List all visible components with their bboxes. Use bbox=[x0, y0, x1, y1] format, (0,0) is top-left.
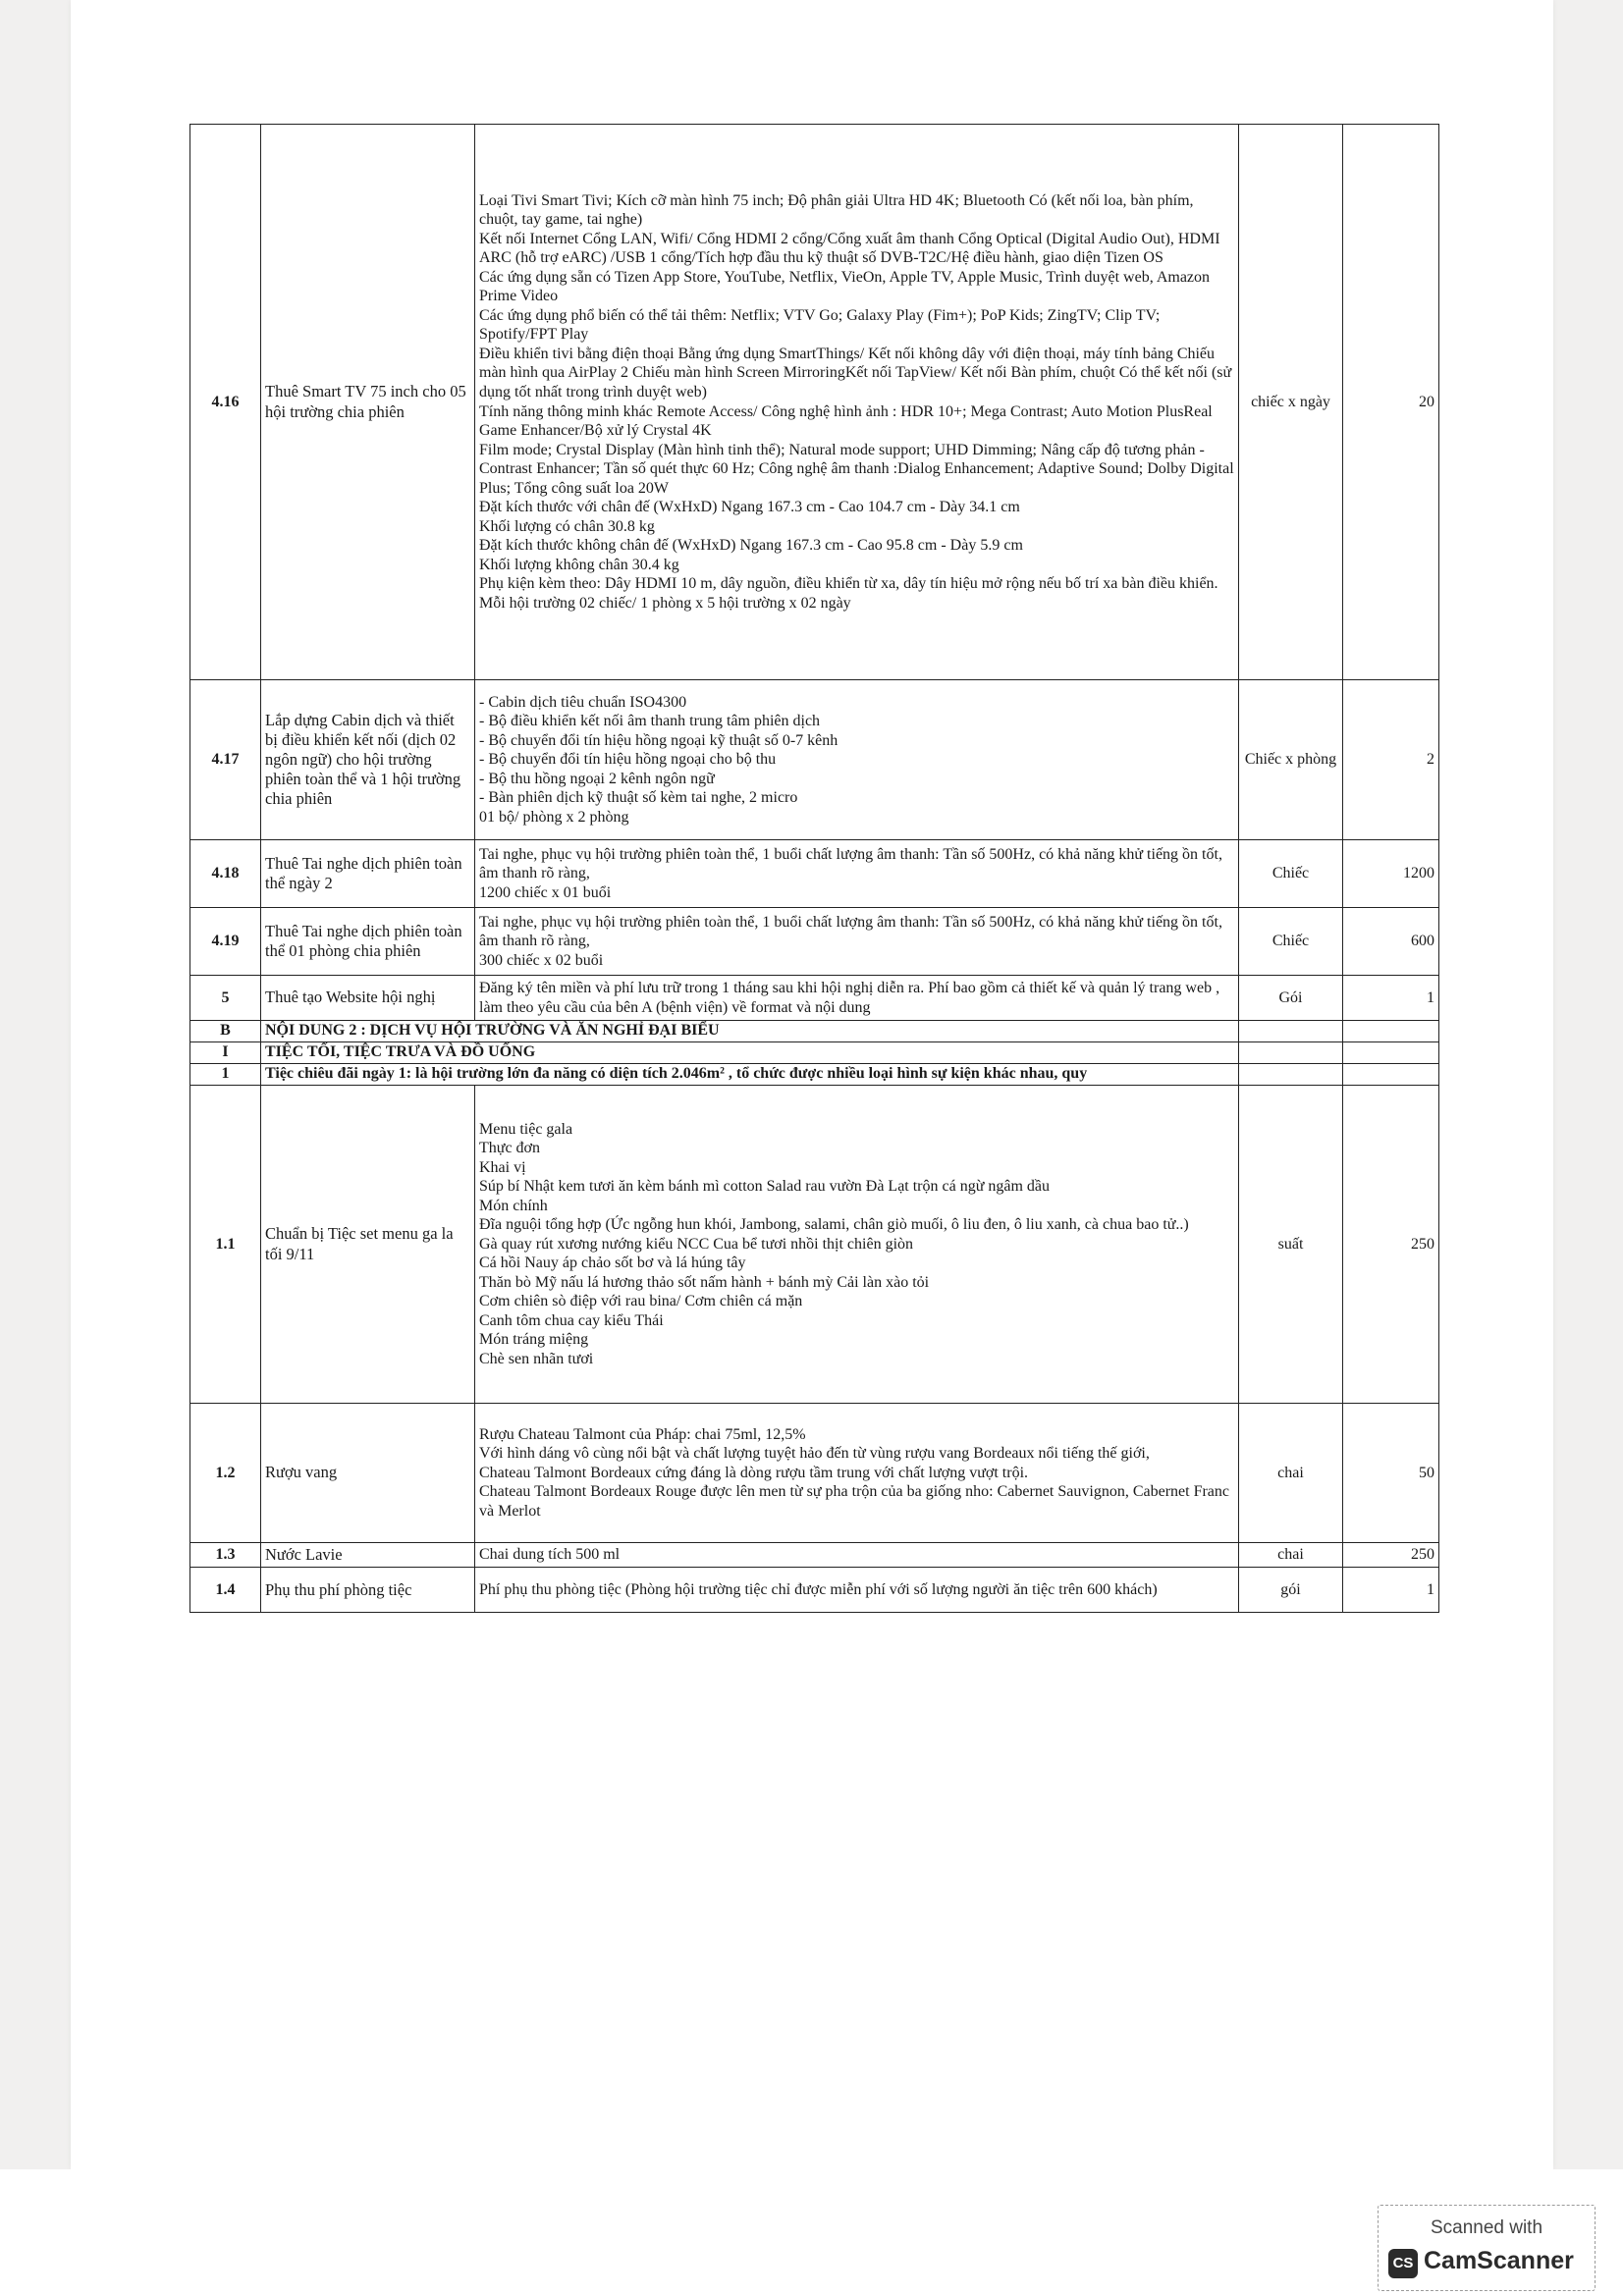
item-quantity: 50 bbox=[1343, 1404, 1439, 1543]
section-row bbox=[190, 1064, 1439, 1086]
item-unit: Chiếc bbox=[1239, 840, 1343, 908]
table-row bbox=[190, 976, 1439, 1021]
item-description bbox=[475, 125, 1239, 680]
item-name: Chuẩn bị Tiệc set menu ga la tối 9/11 bbox=[261, 1086, 475, 1404]
desc-line: Các ứng dụng phổ biến có thể tải thêm: Netflix; VTV Go; Galaxy Play (Fim+); PoP Kids; ZingTV; Clip TV; Spotify/FPT Play bbox=[479, 306, 1161, 344]
item-description bbox=[475, 976, 1239, 1021]
desc-line: Rượu Chateau Talmont của Pháp: chai 75ml, 12,5% bbox=[479, 1425, 806, 1443]
camscanner-brand-name: CamScanner bbox=[1424, 2247, 1574, 2274]
desc-line: 1200 chiếc x 01 buổi bbox=[479, 883, 612, 901]
table-row bbox=[190, 908, 1439, 976]
desc-line: 01 bộ/ phòng x 2 phòng bbox=[479, 808, 629, 826]
item-unit: suất bbox=[1239, 1086, 1343, 1404]
camscanner-watermark bbox=[1378, 2205, 1596, 2291]
empty-cell bbox=[1343, 1042, 1439, 1064]
item-quantity: 250 bbox=[1343, 1086, 1439, 1404]
item-quantity: 20 bbox=[1343, 125, 1439, 680]
desc-line: Cơm chiên sò điệp với rau bina/ Cơm chiên cá mặn bbox=[479, 1293, 803, 1310]
desc-line: Chè sen nhãn tươi bbox=[479, 1350, 594, 1367]
desc-line: - Cabin dịch tiêu chuẩn ISO4300 bbox=[479, 693, 687, 711]
section-title: NỘI DUNG 2 : DỊCH VỤ HỘI TRƯỜNG VÀ ĂN NGHỈ ĐẠI BIỂU bbox=[261, 1021, 1239, 1042]
item-number: 4.19 bbox=[190, 908, 261, 976]
table-row bbox=[190, 1568, 1439, 1613]
item-quantity: 2 bbox=[1343, 680, 1439, 840]
table-row bbox=[190, 1404, 1439, 1543]
item-description bbox=[475, 1404, 1239, 1543]
item-unit: chiếc x ngày bbox=[1239, 125, 1343, 680]
desc-line: Thăn bò Mỹ nấu lá hương thảo sốt nấm hành + bánh mỳ Cải làn xào tỏi bbox=[479, 1273, 930, 1291]
item-quantity: 1 bbox=[1343, 976, 1439, 1021]
desc-line: Film mode; Crystal Display (Màn hình tinh thể); Natural mode support; UHD Dimming; Nâng cấp độ tương phản - Contrast Enhancer; Tần số quét thực 60 Hz; Công nghệ âm thanh :Dialog Enhancement; Adaptive Sound; Dolby Digital Plus; Tổng công suất loa 20W bbox=[479, 441, 1234, 497]
camscanner-logo-icon: CS bbox=[1388, 2249, 1418, 2278]
item-name: Thuê tạo Website hội nghị bbox=[261, 976, 475, 1021]
item-name: Phụ thu phí phòng tiệc bbox=[261, 1568, 475, 1613]
item-quantity: 600 bbox=[1343, 908, 1439, 976]
desc-line: Chai dung tích 500 ml bbox=[479, 1546, 621, 1564]
desc-line: Khối lượng không chân 30.4 kg bbox=[479, 556, 679, 573]
desc-line: Khai vị bbox=[479, 1158, 526, 1176]
desc-line: Kết nối Internet Cổng LAN, Wifi/ Cổng HDMI 2 cổng/Cổng xuất âm thanh Cổng Optical (Digital Audio Out), HDMI ARC (hỗ trợ eARC) /USB 1 cổng/Tích hợp đầu thu kỹ thuật số DVB-T2C/Hệ điều hành, giao diện Tizen OS bbox=[479, 230, 1220, 267]
desc-line: Các ứng dụng sẵn có Tizen App Store, YouTube, Netflix, VieOn, Apple TV, Apple Music, Trình duyệt web, Amazon Prime Video bbox=[479, 268, 1211, 305]
item-unit: chai bbox=[1239, 1543, 1343, 1568]
table-row bbox=[190, 840, 1439, 908]
item-unit: Chiếc bbox=[1239, 908, 1343, 976]
desc-line: Chateau Talmont Bordeaux cứng đáng là dòng rượu tầm trung với chất lượng vượt trội. bbox=[479, 1464, 1029, 1481]
item-quantity: 250 bbox=[1343, 1543, 1439, 1568]
desc-line: Menu tiệc gala bbox=[479, 1120, 573, 1138]
empty-cell bbox=[1343, 1021, 1439, 1042]
item-name: Thuê Tai nghe dịch phiên toàn thể ngày 2 bbox=[261, 840, 475, 908]
section-title: Tiệc chiêu đãi ngày 1: là hội trường lớn đa năng có diện tích 2.046m² , tổ chức được nhiều loại hình sự kiện khác nhau, quy bbox=[261, 1064, 1239, 1086]
desc-line: - Bộ chuyển đổi tín hiệu hồng ngoại kỹ thuật số 0-7 kênh bbox=[479, 731, 839, 749]
desc-line: - Bộ chuyển đổi tín hiệu hồng ngoại cho bộ thu bbox=[479, 751, 777, 769]
bid-items-table bbox=[189, 124, 1439, 1613]
section-number: B bbox=[190, 1021, 261, 1042]
item-description bbox=[475, 1543, 1239, 1568]
item-number: 4.17 bbox=[190, 680, 261, 840]
item-description bbox=[475, 1568, 1239, 1613]
desc-line: Phí phụ thu phòng tiệc (Phòng hội trường tiệc chỉ được miễn phí với số lượng người ăn tiệc trên 600 khách) bbox=[479, 1580, 1158, 1598]
desc-line: Khối lượng có chân 30.8 kg bbox=[479, 517, 655, 535]
desc-line: Chateau Talmont Bordeaux Rouge được lên men từ sự pha trộn của ba giống nho: Cabernet Sauvignon, Cabernet Franc và Merlot bbox=[479, 1483, 1229, 1520]
desc-line: Món chính bbox=[479, 1197, 548, 1214]
table-row bbox=[190, 680, 1439, 840]
desc-line: Thực đơn bbox=[479, 1140, 541, 1157]
desc-line: Loại Tivi Smart Tivi; Kích cỡ màn hình 75 inch; Độ phân giải Ultra HD 4K; Bluetooth Có (kết nối loa, bàn phím, chuột, tay game, tai nghe) bbox=[479, 191, 1194, 229]
empty-cell bbox=[1239, 1021, 1343, 1042]
desc-line: Đĩa nguội tổng hợp (Ức ngỗng hun khói, Jambong, salami, chân giò muối, ô liu đen, ô liu xanh, cà chua bao tử..) bbox=[479, 1216, 1189, 1234]
item-description bbox=[475, 1086, 1239, 1404]
section-row bbox=[190, 1042, 1439, 1064]
table-row bbox=[190, 1086, 1439, 1404]
item-name: Thuê Tai nghe dịch phiên toàn thể 01 phòng chia phiên bbox=[261, 908, 475, 976]
item-name: Lắp dựng Cabin dịch và thiết bị điều khiển kết nối (dịch 02 ngôn ngữ) cho hội trường phiên toàn thể và 1 hội trường chia phiên bbox=[261, 680, 475, 840]
item-name: Rượu vang bbox=[261, 1404, 475, 1543]
item-number: 4.18 bbox=[190, 840, 261, 908]
empty-cell bbox=[1239, 1064, 1343, 1086]
item-quantity: 1200 bbox=[1343, 840, 1439, 908]
item-unit: gói bbox=[1239, 1568, 1343, 1613]
item-number: 1.2 bbox=[190, 1404, 261, 1543]
item-number: 1.1 bbox=[190, 1086, 261, 1404]
item-number: 4.16 bbox=[190, 125, 261, 680]
desc-line: Tính năng thông minh khác Remote Access/ Công nghệ hình ảnh : HDR 10+; Mega Contrast; Auto Motion PlusReal Game Enhancer/Bộ xử lý Crystal 4K bbox=[479, 402, 1213, 440]
item-unit: chai bbox=[1239, 1404, 1343, 1543]
item-number: 1.3 bbox=[190, 1543, 261, 1568]
item-unit: Chiếc x phòng bbox=[1239, 680, 1343, 840]
desc-line: Súp bí Nhật kem tươi ăn kèm bánh mì cotton Salad rau vườn Đà Lạt trộn cá ngừ ngâm dầu bbox=[479, 1178, 1051, 1196]
empty-cell bbox=[1239, 1042, 1343, 1064]
desc-line: Cá hồi Nauy áp chảo sốt bơ và lá húng tây bbox=[479, 1255, 746, 1272]
desc-line: Gà quay rút xương nướng kiểu NCC Cua bể tươi nhồi thịt chiên giòn bbox=[479, 1235, 914, 1253]
desc-line: Canh tôm chua cay kiểu Thái bbox=[479, 1311, 664, 1329]
scanned-with-text: Scanned with bbox=[1430, 2217, 1543, 2238]
desc-line: Đặt kích thước không chân đế (WxHxD) Ngang 167.3 cm - Cao 95.8 cm - Dày 5.9 cm bbox=[479, 537, 1023, 555]
table-row bbox=[190, 1543, 1439, 1568]
desc-line: Với hình dáng vô cùng nổi bật và chất lượng tuyệt hảo đến từ vùng rượu vang Bordeaux nổi tiếng thế giới, bbox=[479, 1445, 1150, 1463]
section-number: I bbox=[190, 1042, 261, 1064]
section-title: TIỆC TỐI, TIỆC TRƯA VÀ ĐỒ UỐNG bbox=[261, 1042, 1239, 1064]
desc-line: Món tráng miệng bbox=[479, 1331, 589, 1349]
table-row bbox=[190, 125, 1439, 680]
item-name: Nước Lavie bbox=[261, 1543, 475, 1568]
section-number: 1 bbox=[190, 1064, 261, 1086]
desc-line: - Bộ thu hồng ngoại 2 kênh ngôn ngữ bbox=[479, 770, 715, 787]
empty-cell bbox=[1343, 1064, 1439, 1086]
desc-line: Tai nghe, phục vụ hội trường phiên toàn thể, 1 buổi chất lượng âm thanh: Tần số 500Hz, có khả năng khử tiếng ồn tốt, âm thanh rõ ràng, bbox=[479, 913, 1222, 950]
desc-line: Phụ kiện kèm theo: Dây HDMI 10 m, dây nguồn, điều khiển từ xa, dây tín hiệu mở rộng nếu bố trí xa bàn điều khiển. Mỗi hội trường 02 chiếc/ 1 phòng x 5 hội trường x 02 ngày bbox=[479, 575, 1218, 612]
item-unit: Gói bbox=[1239, 976, 1343, 1021]
desc-line: 300 chiếc x 02 buổi bbox=[479, 951, 604, 969]
desc-line: - Bộ điều khiển kết nối âm thanh trung tâm phiên dịch bbox=[479, 713, 821, 730]
item-number: 5 bbox=[190, 976, 261, 1021]
section-row bbox=[190, 1021, 1439, 1042]
desc-line: Đăng ký tên miền và phí lưu trữ trong 1 tháng sau khi hội nghị diễn ra. Phí bao gồm cả thiết kế và quản lý trang web , làm theo yêu cầu của bên A (bệnh viện) về format và nội dung bbox=[479, 979, 1220, 1016]
desc-line: Tai nghe, phục vụ hội trường phiên toàn thể, 1 buổi chất lượng âm thanh: Tần số 500Hz, có khả năng khử tiếng ồn tốt, âm thanh rõ ràng, bbox=[479, 845, 1222, 882]
desc-line: Điều khiển tivi bằng điện thoại Bằng ứng dụng SmartThings/ Kết nối không dây với điện thoại, máy tính bảng Chiếu màn hình qua AirPlay 2 Chiếu màn hình Screen MirroringKết nối TapView/ Kết nối Bàn phím, chuột Có thể kết nối (sử dụng tốt nhất trong trình duyệt web) bbox=[479, 345, 1232, 400]
item-quantity: 1 bbox=[1343, 1568, 1439, 1613]
item-number: 1.4 bbox=[190, 1568, 261, 1613]
desc-line: Đặt kích thước với chân đế (WxHxD) Ngang 167.3 cm - Cao 104.7 cm - Dày 34.1 cm bbox=[479, 499, 1020, 516]
item-name: Thuê Smart TV 75 inch cho 05 hội trường chia phiên bbox=[261, 125, 475, 680]
item-description bbox=[475, 908, 1239, 976]
item-description bbox=[475, 840, 1239, 908]
desc-line: - Bàn phiên dịch kỹ thuật số kèm tai nghe, 2 micro bbox=[479, 789, 798, 807]
item-description bbox=[475, 680, 1239, 840]
